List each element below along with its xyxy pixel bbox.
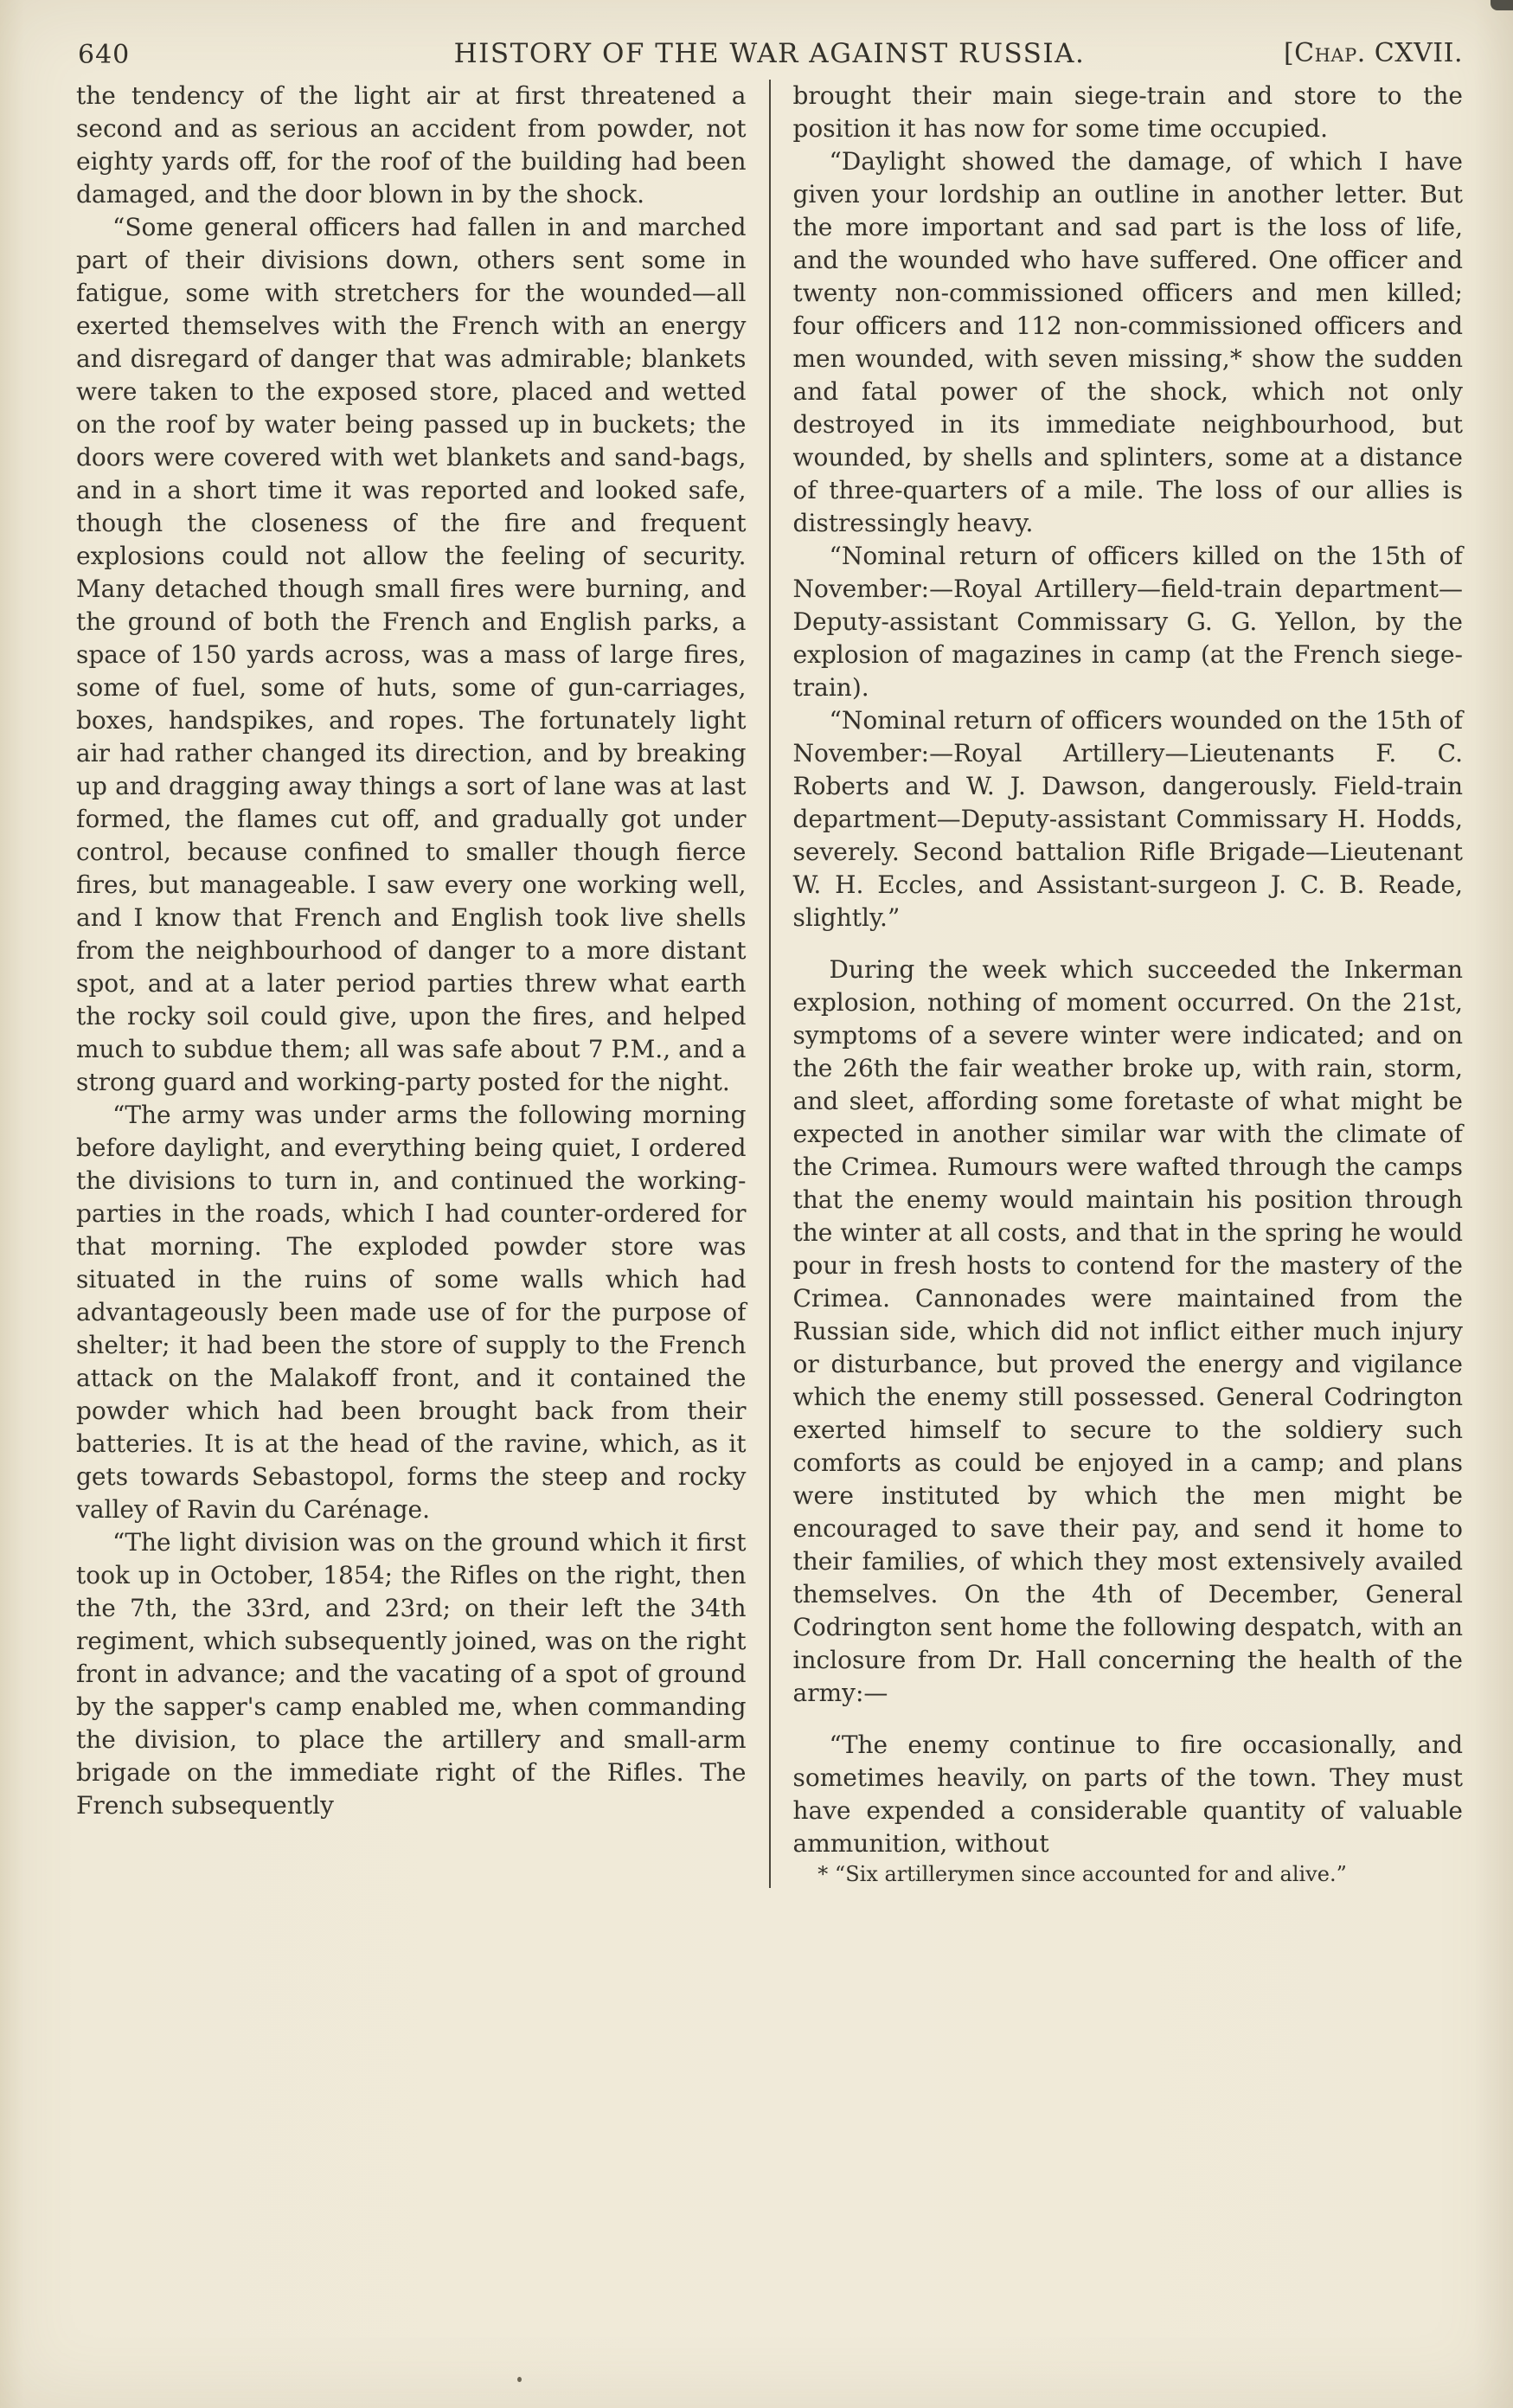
chapter-reference: [Chap. CXVII. — [1283, 38, 1463, 68]
running-title: HISTORY OF THE WAR AGAINST RUSSIA. — [453, 38, 1086, 69]
footnote: * “Six artillerymen since accounted for and alive.” — [817, 1862, 1347, 1886]
paragraph: “Nominal return of officers wounded on the 15th of November:—Royal Artillery—Lieutenants F. C. Roberts and W. J. Dawson, dangerously. Field-train department—Deputy-assistant Commissary H. Hodds, severely. Second battalion Rifle Brigade—Lieutenant W. H. Eccles, and Assistant-surgeon J. C. B. Reade, slightly.” — [792, 706, 1463, 932]
paragraph: “The light division was on the ground which it first took up in October, 1854; the Rifles on the right, then the 7th, the 33rd, and 23rd; on their left the 34th regiment, which subsequently joined, was on the right front in advance; and the vacating of a spot of ground by the sapper's camp enabled me, when commanding the division, to place the artillery and small-arm brigade on the immediate right of the Rifles. The French subsequently — [76, 1528, 747, 1820]
paragraph: “The enemy continue to fire occasionally, and sometimes heavily, on parts of the town. They must have expended a considerable quantity of valuable ammunition, without — [792, 1731, 1463, 1858]
paragraph: “Some general officers had fallen in and marched part of their divisions down, others sent some in fatigue, some with stretchers for the wounded—all exerted themselves with the French with an energy and disregard of danger that was admirable; blankets were taken to the exposed store, placed and wetted on the roof by water being passed up in buckets; the doors were covered with wet blankets and sand-bags, and in a short time it was reported and looked safe, though the closeness of the fire and frequent explosions could not allow the feeling of security. Many detached though small fires were burning, and the ground of both the French and English parks, a space of 150 yards across, was a mass of large fires, some of fuel, some of huts, some of gun-carriages, boxes, handspikes, and ropes. The fortunately light air had rather changed its direction, and by breaking up and dragging away things a sort of lane was at last formed, the flames cut off, and gradually got under control, because confined to smaller though fierce fires, but manageable. I saw every one working well, and I know that French and English took live shells from the neighbourhood of danger to a more distant spot, and at a later period parties threw what earth the rocky soil could give, upon the fires, and helped much to subdue them; all was safe about 7 P.M., and a strong guard and working-party posted for the night. — [76, 213, 747, 1096]
scan-speck — [517, 2377, 522, 2382]
scan-artifact-mark — [1491, 0, 1513, 10]
paragraph: During the week which succeeded the Inkerman explosion, nothing of moment occurred. On the 21st, symptoms of a severe winter were indicated; and on the 26th the fair weather broke up, with rain, storm, and sleet, affording some foretaste of what might be expected in another similar war with the climate of the Crimea. Rumours were wafted through the camps that the enemy would maintain his position through the winter at all costs, and that in the spring he would pour in fresh hosts to contend for the mastery of the Crimea. Cannonades were maintained from the Russian side, which did not inflict either much injury or disturbance, but proved the energy and vigilance which the enemy still possessed. General Codrington exerted himself to secure to the soldiery such comforts as could be enjoyed in a camp; and plans were instituted by which the men might be encouraged to save their pay, and send it home to their families, of which they most extensively availed themselves. On the 4th of December, General Codrington sent home the following despatch, with an inclosure from Dr. Hall concerning the health of the army:— — [792, 955, 1463, 1707]
paragraph: “The army was under arms the following morning before daylight, and everything being quiet, I ordered the divisions to turn in, and continued the working-parties in the roads, which I had counter-ordered for that morning. The exploded powder store was situated in the ruins of some walls which had advantageously been made use of for the purpose of shelter; it had been the store of supply to the French attack on the Malakoff front, and it contained the powder which had been brought back from their batteries. It is at the head of the ravine, which, as it gets towards Sebastopol, forms the steep and rocky valley of Ravin du Carénage. — [76, 1101, 747, 1524]
page-header — [76, 38, 1463, 74]
paragraph: “Daylight showed the damage, of which I have given your lordship an outline in another letter. But the more important and sad part is the loss of life, and the wounded who have suffered. One officer and twenty non-commissioned officers and men killed; four officers and 112 non-commissioned officers and men wounded, with seven missing,* show the sudden and fatal power of the shock, which not only destroyed in its immediate neighbourhood, but wounded, by shells and splinters, some at a distance of three-quarters of a mile. The loss of our allies is distressingly heavy. — [792, 147, 1463, 537]
right-column — [793, 80, 1464, 1888]
column-divider-rule — [769, 80, 771, 1888]
text-columns — [76, 80, 1463, 1888]
left-column — [76, 80, 747, 1888]
paragraph: “Nominal return of officers killed on the 15th of November:—Royal Artillery—field-train department—Deputy-assistant Commissary G. G. Yellon, by the explosion of magazines in camp (at the French siege-train). — [792, 542, 1463, 702]
paragraph: the tendency of the light air at first threatened a second and as serious an accident from powder, not eighty yards off, for the roof of the building had been damaged, and the door blown in by the shock. — [76, 81, 747, 209]
page-number: 640 — [78, 40, 131, 70]
paragraph: brought their main siege-train and store to the position it has now for some time occupied. — [792, 81, 1463, 143]
